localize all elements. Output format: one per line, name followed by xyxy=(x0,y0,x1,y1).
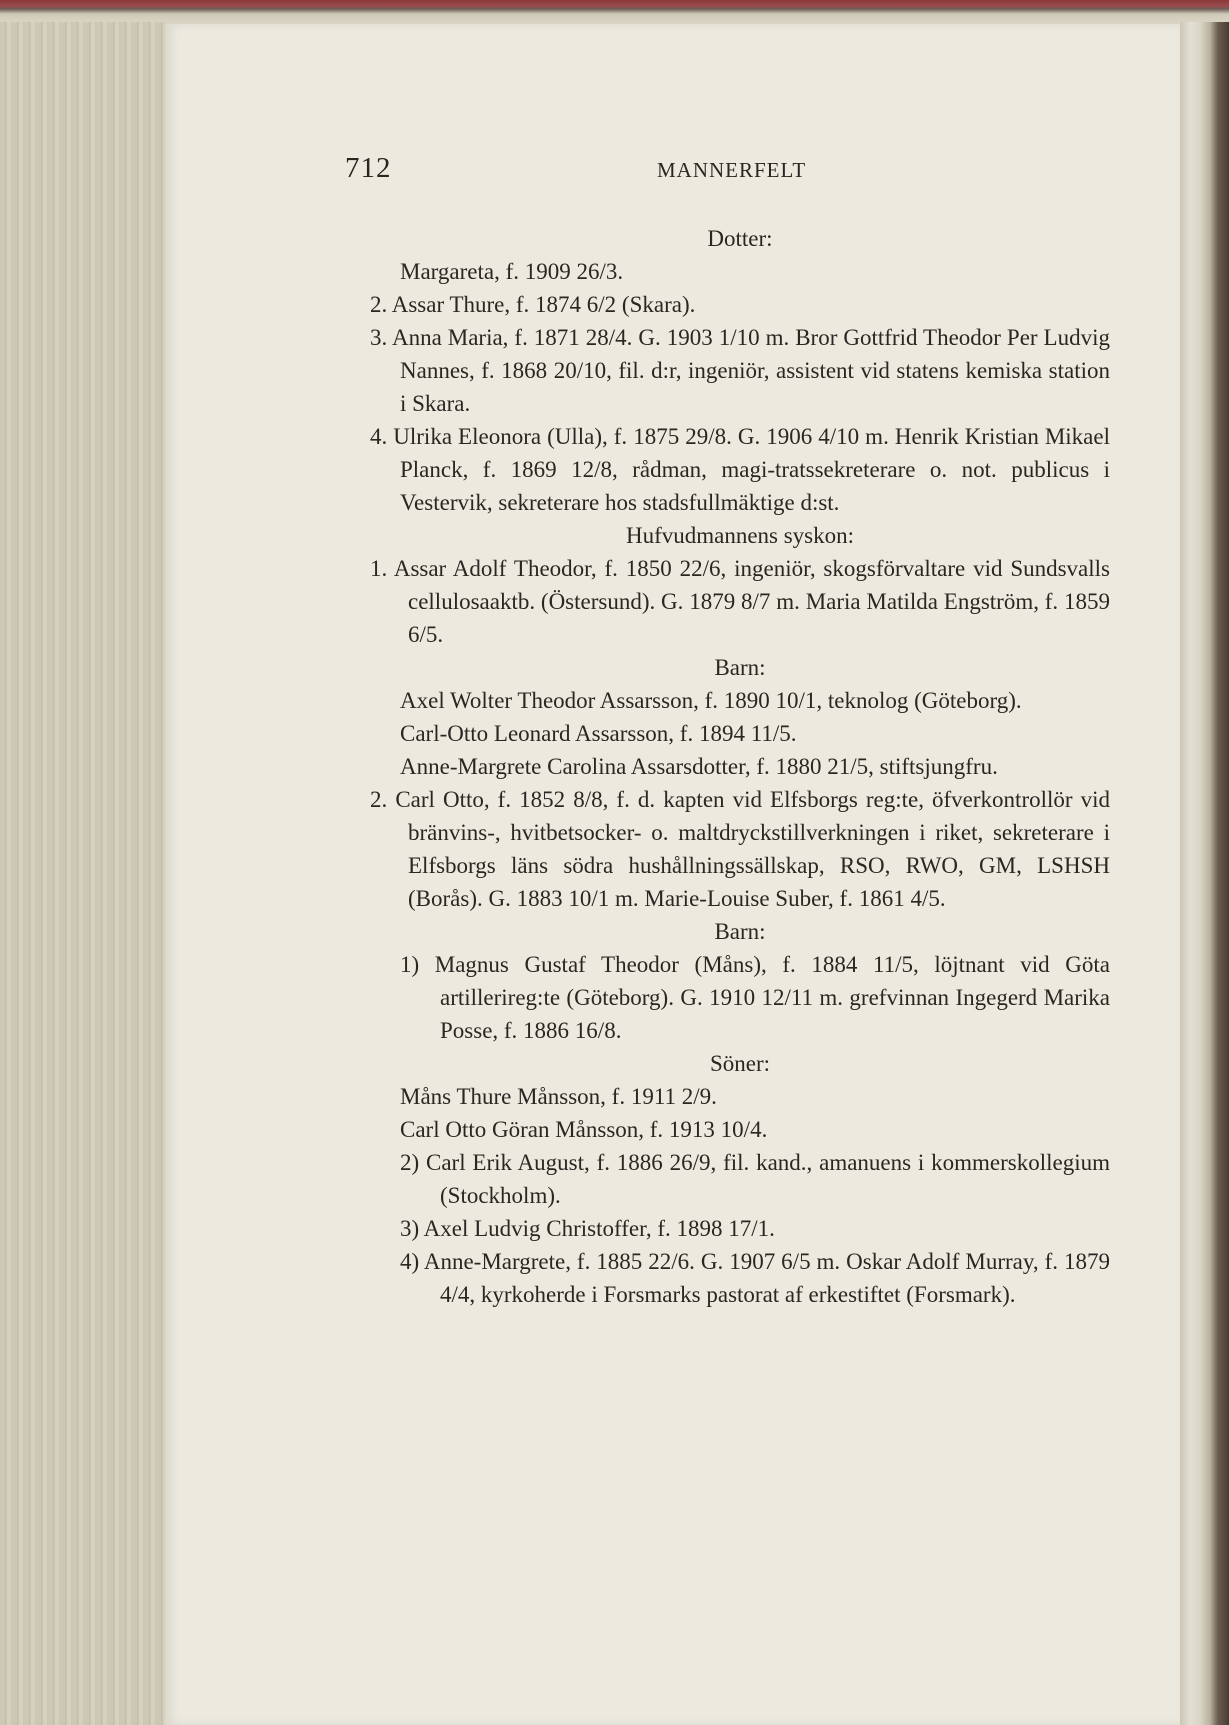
entry-line: Margareta, f. 1909 26/3. xyxy=(400,259,624,284)
section-heading: Barn: xyxy=(714,655,766,680)
entry-line: Carl-Otto Leonard Assarsson, f. 1894 11/5. xyxy=(400,721,797,746)
entry-line: Carl Otto Göran Månsson, f. 1913 10/4. xyxy=(400,1117,768,1142)
entry-line: 4. Ulrika Eleonora (Ulla), f. 1875 29/8. G. 1906 4/10 m. Henrik Kristian Mikael Planck, f. 1869 12/8, rådman, magi-tratssekreterare o. not. publicus i Vestervik, sekreterare hos stadsfullmäktige d:st. xyxy=(370,424,1110,515)
running-head: MANNERFELT xyxy=(657,158,807,182)
entry-line: Anne-Margrete Carolina Assarsdotter, f. 1880 21/5, stiftsjungfru. xyxy=(400,754,998,779)
page-header xyxy=(345,152,1085,186)
entry-line: 2) Carl Erik August, f. 1886 26/9, fil. kand., amanuens i kommerskollegium (Stockholm). xyxy=(400,1150,1110,1208)
page-number: 712 xyxy=(345,152,392,184)
section-heading: Dotter: xyxy=(707,226,773,251)
entry-line: 1) Magnus Gustaf Theodor (Måns), f. 1884 11/5, löjtnant vid Göta artillerireg:te (Göteborg). G. 1910 12/11 m. grefvinnan Ingegerd Marika Posse, f. 1886 16/8. xyxy=(400,952,1110,1043)
entry-line: Måns Thure Månsson, f. 1911 2/9. xyxy=(400,1084,717,1109)
section-heading: Barn: xyxy=(714,919,766,944)
entry-line: 1. Assar Adolf Theodor, f. 1850 22/6, ingeniör, skogsförvaltare vid Sundsvalls cellulosaaktb. (Östersund). G. 1879 8/7 m. Maria Matilda Engström, f. 1859 6/5. xyxy=(370,556,1110,647)
entry-line: 2. Carl Otto, f. 1852 8/8, f. d. kapten vid Elfsborgs reg:te, öfverkontrollör vid bränvins-, hvitbetsocker- o. maltdryckstillverkningen i riket, sekreterare i Elfsborgs läns södra hushållningssällskap, RSO, RWO, GM, LSHSH (Borås). G. 1883 10/1 m. Marie-Louise Suber, f. 1861 4/5. xyxy=(370,787,1110,911)
page-stack-edges xyxy=(0,22,165,1725)
entry-line: 4) Anne-Margrete, f. 1885 22/6. G. 1907 6/5 m. Oskar Adolf Murray, f. 1879 4/4, kyrkoherde i Forsmarks pastorat af erkestiftet (Forsmark). xyxy=(400,1249,1110,1307)
section-heading: Söner: xyxy=(709,1051,771,1076)
entry-line: 3. Anna Maria, f. 1871 28/4. G. 1903 1/10 m. Bror Gottfrid Theodor Per Ludvig Nannes, f. 1868 20/10, fil. d:r, ingeniör, assistent vid statens kemiska station i Skara. xyxy=(370,325,1110,416)
entry-line: Axel Wolter Theodor Assarsson, f. 1890 10/1, teknolog (Göteborg). xyxy=(400,688,1022,713)
book-top-edge xyxy=(0,0,1229,22)
book-spine-edge xyxy=(1180,22,1229,1725)
section-heading: Hufvudmannens syskon: xyxy=(625,523,855,548)
entry-line: 2. Assar Thure, f. 1874 6/2 (Skara). xyxy=(370,292,696,317)
entry-line: 3) Axel Ludvig Christoffer, f. 1898 17/1. xyxy=(400,1216,775,1241)
page-body xyxy=(370,222,1110,1311)
